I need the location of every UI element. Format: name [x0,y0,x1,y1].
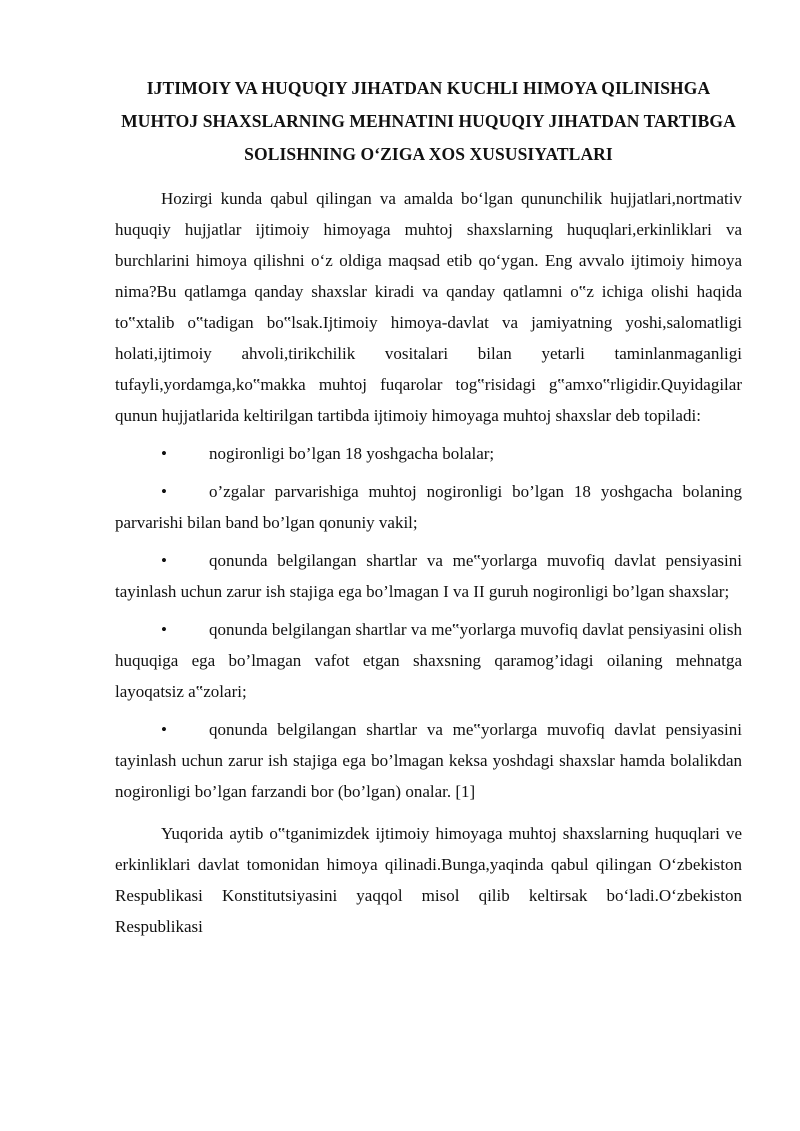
list-item [115,614,742,707]
list-item [115,476,742,538]
closing-paragraph: Yuqorida aytib o‟tganimizdek ijtimoiy himoyaga muhtoj shaxslarning huquqlari ve erkinliklari davlat tomonidan himoya qilinadi.Bunga,yaqinda qabul qilingan O‘zbekiston Respublikasi Konstitutsiyasini yaqqol misol qilib keltirsak bo‘ladi.O‘zbekiston Respublikasi [115,824,742,936]
list-item [115,545,742,607]
document-title: IJTIMOIY VA HUQUQIY JIHATDAN KUCHLI HIMOYA QILINISHGA MUHTOJ SHAXSLARNING MEHNATINI HUQUQIY JIHATDAN TARTIBGA SOLISHNING O‘ZIGA XOS XUSUSIYATLARI [121,78,736,164]
list-item-text: qonunda belgilangan shartlar va me‟yorlarga muvofiq davlat pensiyasini tayinlash uchun zarur ish stajiga ega bo’lmagan keksa yoshdagi shaxslar hamda bolalikdan nogironligi bo’lgan farzandi bor (bo’lgan) onalar. [1] [115,720,742,801]
intro-paragraph: Hozirgi kunda qabul qilingan va amalda bo‘lgan qununchilik hujjatlari,nortmativ huquqiy hujjatlar ijtimoiy himoyaga muhtoj shaxslarning huquqlari,erkinliklari va burchlarini himoya qilishni o‘z oldiga maqsad etib qo‘ygan. Eng avvalo ijtimoiy himoya nima?Bu qatlamga qanday shaxslar kiradi va qanday qatlamni o‟z ichiga olishi haqida to‟xtalib o‟tadigan bo‟lsak.Ijtimoiy himoya-davlat va jamiyatning yoshi,salomatligi holati,ijtimoiy ahvoli,tirikchilik vositalari bilan yetarli taminlanmaganligi tufayli,yordamga,ko‟makka muhtoj fuqarolar tog‟risidagi g‟amxo‟rligidir.Quyidagilar qunun hujjatlarida keltirilgan tartibda ijtimoiy himoyaga muhtoj shaxslar deb topiladi: [115,189,742,425]
list-item-text: o’zgalar parvarishiga muhtoj nogironligi bo’lgan 18 yoshgacha bolaning parvarishi bilan band bo’lgan qonuniy vakil; [115,482,742,532]
bullet-icon: • [161,482,167,501]
list-item-text: nogironligi bo’lgan 18 yoshgacha bolalar; [209,444,495,463]
list-item [115,714,742,807]
list-item-text: qonunda belgilangan shartlar va me‟yorlarga muvofiq davlat pensiyasini olish huquqiga ega bo’lmagan vafot etgan shaxsning qaramog’idagi oilaning mehnatga layoqatsiz a‟zolari; [115,620,742,701]
list-item-text: qonunda belgilangan shartlar va me‟yorlarga muvofiq davlat pensiyasini tayinlash uchun zarur ish stajiga ega bo’lmagan I va II guruh nogironligi bo’lgan shaxslar; [115,551,742,601]
bullet-list [115,438,742,807]
document-page [115,72,742,942]
bullet-icon: • [161,551,167,570]
list-item [115,438,742,469]
bullet-icon: • [161,720,167,739]
bullet-icon: • [161,620,167,639]
bullet-icon: • [161,444,167,463]
